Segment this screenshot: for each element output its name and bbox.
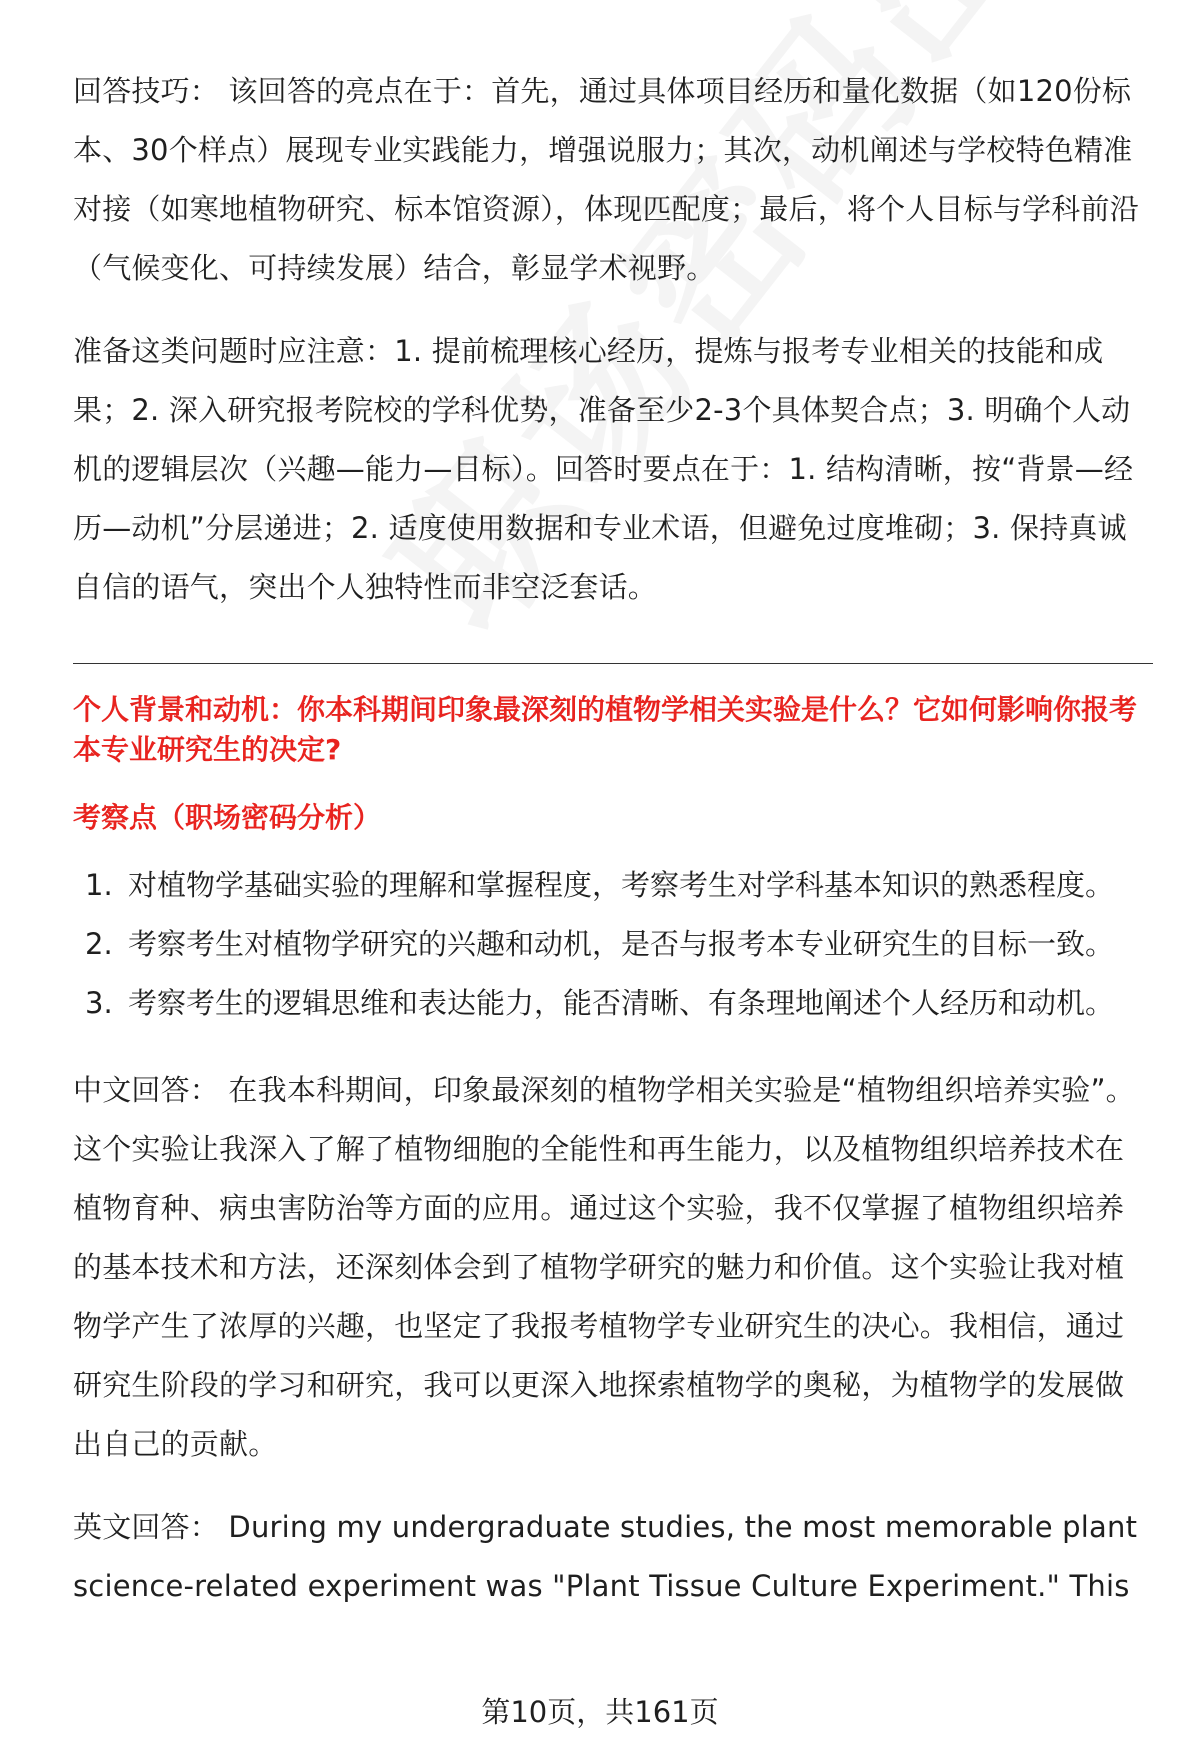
list-item-text: 对植物学基础实验的理解和掌握程度，考察考生对学科基本知识的熟悉程度。	[128, 868, 1115, 902]
list-item	[73, 974, 1153, 1033]
answer-tips-paragraph: 回答技巧： 该回答的亮点在于：首先，通过具体项目经历和量化数据（如120份标本、30个样点）展现专业实践能力，增强说服力；其次，动机阐述与学校特色精准对接（如寒地植物研究、标本馆资源），体现匹配度；最后，将个人目标与学科前沿（气候变化、可持续发展）结合，彰显学术视野。	[73, 74, 1139, 285]
list-item	[73, 856, 1153, 915]
list-item	[73, 915, 1153, 974]
question-title: 个人背景和动机：你本科期间印象最深刻的植物学相关实验是什么？它如何影响你报考本专业研究生的决定?	[73, 693, 1138, 766]
list-item-text: 考察考生对植物学研究的兴趣和动机，是否与报考本专业研究生的目标一致。	[128, 927, 1115, 961]
list-item-text: 考察考生的逻辑思维和表达能力，能否清晰、有条理地阐述个人经历和动机。	[128, 986, 1115, 1020]
section-divider	[73, 663, 1153, 664]
list-item-number: 1.	[85, 868, 113, 902]
chinese-answer-paragraph: 中文回答： 在我本科期间，印象最深刻的植物学相关实验是“植物组织培养实验”。这个实验让我深入了解了植物细胞的全能性和再生能力，以及植物组织培养技术在植物育种、病虫害防治等方面的应用。通过这个实验，我不仅掌握了植物组织培养的基本技术和方法，还深刻体会到了植物学研究的魅力和价值。这个实验让我对植物学产生了浓厚的兴趣，也坚定了我报考植物学专业研究生的决心。我相信，通过研究生阶段的学习和研究，我可以更深入地探索植物学的奥秘，为植物学的发展做出自己的贡献。	[73, 1073, 1135, 1461]
list-item-number: 2.	[85, 927, 113, 961]
list-item-number: 3.	[85, 986, 113, 1020]
page-content	[73, 62, 1153, 1616]
focus-points-list	[73, 856, 1153, 1033]
preparation-notes-paragraph: 准备这类问题时应注意：1. 提前梳理核心经历，提炼与报考专业相关的技能和成果；2. 深入研究报考院校的学科优势，准备至少2-3个具体契合点；3. 明确个人动机的逻辑层次（兴趣—能力—目标）。回答时要点在于：1. 结构清晰，按“背景—经历—动机”分层递进；2. 适度使用数据和专业术语，但避免过度堆砌；3. 保持真诚自信的语气，突出个人独特性而非空泛套话。	[73, 334, 1134, 604]
english-answer-paragraph: 英文回答： During my undergraduate studies, the most memorable plant science-related experiment was "Plant Tissue Culture Experiment." This	[73, 1510, 1138, 1603]
focus-points-heading: 考察点（职场密码分析）	[73, 801, 382, 834]
page-number-footer: 第10页，共161页	[481, 1695, 719, 1729]
